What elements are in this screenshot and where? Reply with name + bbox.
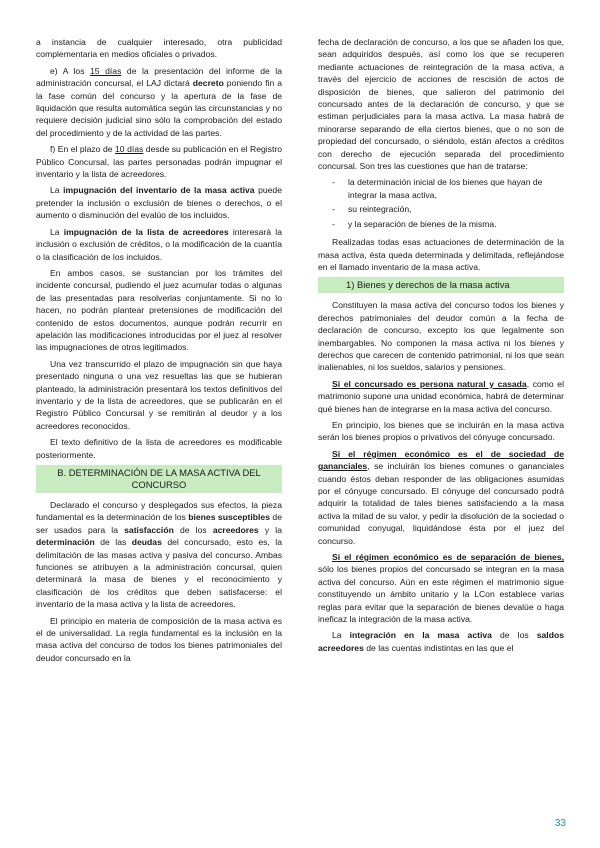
right-column: [318, 36, 564, 658]
section-heading: 1) Bienes y derechos de la masa activa: [318, 277, 564, 293]
list-item: - la determinación inicial de los bienes que hayan de integrar la masa activa,: [332, 177, 543, 200]
list-item: - su reintegración,: [332, 204, 412, 215]
paragraph: El texto definitivo de la lista de acreedores es modificable posteriormente.: [36, 437, 282, 460]
section-heading: B. DETERMINACIÓN DE LA MASA ACTIVA DEL CONCURSO: [36, 465, 282, 493]
paragraph: Una vez transcurrido el plazo de impugnación sin que haya presentado ninguna o una vez resueltas las que se hubieran planteado, la administración presentará los textos definitivos del inventario y de la lista de acreedores, que se publicarán en el Registro Público Concursal y se remitirán al deudor y a los acreedores reconocidos.: [36, 358, 282, 431]
paragraph: Si el régimen económico es el de sociedad de gananciales, se incluirán los bienes comunes o gananciales cuando éstos deban responder de las obligaciones asumidas por el cónyuge concursado. El cónyuge del concursado podrá adquirir la totalidad de tales bienes satisfaciendo a la masa activa la mitad de su valor, y pedir la disolución de la sociedad o comunidad conyugal, liquidándose ésta por el juez del concurso.: [318, 448, 564, 546]
left-column: [36, 36, 282, 668]
paragraph: La impugnación del inventario de la masa activa puede pretender la inclusión o exclusión de bienes o derechos, o el aumento o disminución del evalúo de los incluidos.: [36, 185, 282, 221]
paragraph: f) En el plazo de 10 días desde su publicación en el Registro Público Concursal, las partes personadas podrán impugnar el inventario y la lista de acreedores.: [36, 144, 282, 180]
paragraph: El principio en materia de composición de la masa activa es el de universalidad. La regla fundamental es la inclusión en la masa activa del concurso de todos los bienes patrimoniales del deudor concursado en la: [36, 615, 282, 663]
page-number: 33: [554, 818, 566, 829]
paragraph: La impugnación de la lista de acreedores interesará la inclusión o exclusión de créditos, o la modificación de la cuantía o la clasificación de los incluidos.: [36, 226, 282, 262]
paragraph: e) A los 15 días de la presentación del informe de la administración concursal, el LAJ dictará decreto poniendo fin a la fase común del concurso y la apertura de la fase de liquidación que resulta automática según las circunstancias y no requiere decisión judicial sino sólo la comprobación del estado del procedimiento y de la actividad de las partes.: [36, 65, 282, 138]
paragraph: Declarado el concurso y desplegados sus efectos, la pieza fundamental es la determinación de los bienes susceptibles de ser usados para la satisfacción de los acreedores y la determinación de las deudas del concursado, esto es, la delimitación de las masas activa y pasiva del concurso. Ambas funciones se atribuyen a la administración concursal, quien determinará la masa de bienes y el reconocimiento y clasificación de los créditos que deben satisfacerse: el inventario de la masa activa y la lista de acreedores.: [36, 500, 282, 610]
paragraph: En ambos casos, se sustancian por los trámites del incidente concursal, pudiendo el juez acumular todas o algunas de las presentadas para resolverlas conjuntamente. Si no lo hacen, no podrán plantear pretensiones de modificación del contenido de estos documentos, aunque podrán recurrir en apelación las modificaciones introducidas por el juez al resolver las impugnaciones de otros legitimados.: [36, 267, 282, 353]
list-item: - y la separación de bienes de la misma.: [332, 218, 497, 229]
paragraph: Si el régimen económico es de separación de bienes, sólo los bienes propios del concursado se integran en la masa activa del concurso. Aún en este régimen el matrimonio sigue constituyendo un ámbito unitario y la LCon establece varias reglas para evitar que la separación de bienes devalúe o haga ineficaz la integración de la masa activa.: [318, 552, 564, 625]
paragraph: En principio, los bienes que se incluirán en la masa activa serán los bienes propios o privativos del cónyuge concursado.: [318, 419, 564, 443]
paragraph: Constituyen la masa activa del concurso todos los bienes y derechos patrimoniales del deudor común a la fecha de declaración de concurso, excepto los que legalmente son inembargables. No componen la masa activa ni los bienes y derechos que carecen de contenido patrimonial, ni los que sean inalienables, ni los sueldos, salarios y pensiones.: [318, 300, 564, 373]
paragraph: Realizadas todas esas actuaciones de determinación de la masa activa, ésta queda determinada y delimitada, reflejándose en el llamado inventario de la masa activa.: [318, 237, 564, 272]
bullet-list: [318, 176, 564, 230]
paragraph: Si el concursado es persona natural y casada, como el matrimonio supone una unidad económica, habrá de determinar qué bienes han de integrarse en la masa activa del concurso.: [318, 378, 564, 414]
paragraph: fecha de declaración de concurso, a los que se añaden los que, sean adquiridos después, así como los que se recuperen mediante actuaciones de reintegración de la masa activa, a través del ejercicio de acciones de rescisión de actos de disposición de bienes, que salieron del patrimonio del concursado antes de la declaración de concurso, y que se estiman perjudiciales para la masa activa. La masa habrá de minorarse separando de ella ciertos bienes, que o no son de propiedad del concursado, o siéndolo, están afectos a créditos con derecho de ejecución separada del procedimiento concursal. Son tres las cuestiones que han de tratarse:: [318, 37, 564, 172]
paragraph: a instancia de cualquier interesado, otra publicidad complementaria en medios oficiales o privados.: [36, 37, 282, 60]
paragraph: La integración en la masa activa de los saldos acreedores de las cuentas indistintas en las que el: [318, 630, 564, 653]
